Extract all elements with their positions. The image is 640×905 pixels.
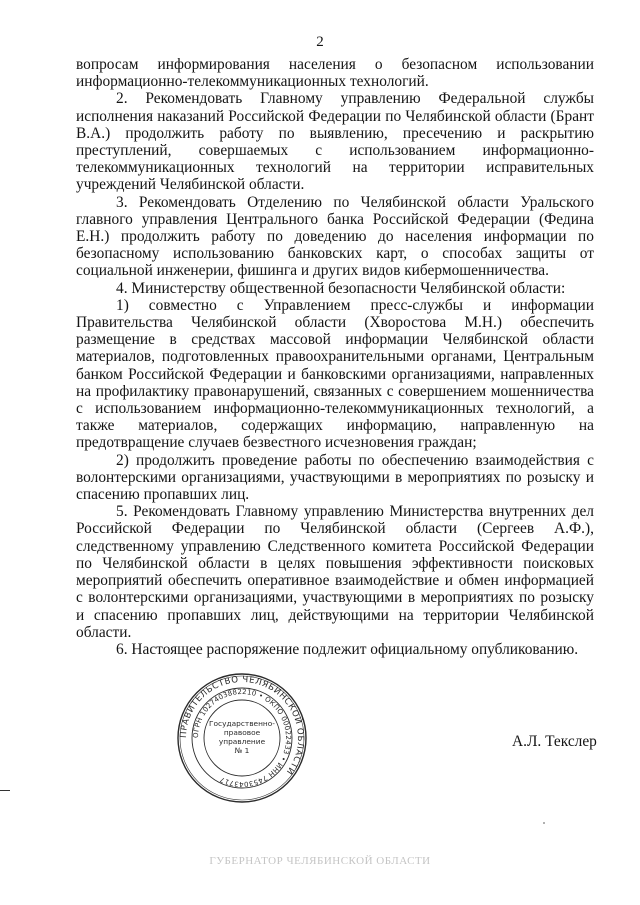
page-number: 2 [316,34,324,50]
paragraph-item-4-1: 1) совместно с Управлением пресс-службы и информации Правительства Челябинской области (Хворостова М.Н.) обеспечить размещение в средствах массовой информации Челябинской области материалов, подготовленных правоохранительными органами, Центральным банком Российской Федерации и банковскими организациями, направленных на профилактику правонарушений, связанных с совершением мошенничества с использованием информационно-телекоммуникационных технологий, а также материалов, содержащих информацию, направленную на предотвращение случаев безвестного исчезновения граждан; [76,296,594,452]
official-seal-stamp [176,672,308,804]
paragraph-item-5: 5. Рекомендовать Главному управлению Министерства внутренних дел Российской Федерации по Челябинской области (Сергеев А.Ф.), следственному управлению Следственного комитета Российской Федерации по Челябинской области в целях повышения эффективности поисковых мероприятий обеспечить оперативное взаимодействие и обмен информацией с волонтерскими организациями, участвующими в мероприятиях по розыску и спасению пропавших лиц, действующими на территории Челябинской области. [76,503,594,641]
paragraph-continuation: вопросам информирования населения о безопасном использовании информационно-телекоммуникационных технологий. [76,56,594,91]
scan-speck [543,822,545,824]
stamp-inner-text-path: ОГРН 1027403882210 • ОКПО 00022433 • ИНН 7453043717 [191,687,293,789]
scan-mark [0,790,10,791]
footer-watermark: ГУБЕРНАТОР ЧЕЛЯБИНСКОЙ ОБЛАСТИ [209,855,431,867]
signatory-name: А.Л. Текслер [512,733,597,750]
stamp-center-line-1: Государственно- [209,719,275,728]
stamp-outer-text-path: ПРАВИТЕЛЬСТВО ЧЕЛЯБИНСКОЙ ОБЛАСТИ [178,674,306,777]
paragraph-item-4: 4. Министерству общественной безопасности Челябинской области: [116,279,566,297]
paragraph-item-4-2: 2) продолжить проведение работы по обеспечению взаимодействия с волонтерскими организациями, участвующими в мероприятиях по розыску и спасению пропавших лиц. [76,451,594,504]
stamp-center-line-2: правовое [223,728,261,737]
paragraph-item-2: 2. Рекомендовать Главному управлению Федеральной службы исполнения наказаний Российской Федерации по Челябинской области (Брант В.А.) продолжить работу по выявлению, пресечению и раскрытию преступлений, совершаемых с использованием информационно-телекоммуникационных технологий на территории исправительных учреждений Челябинской области. [76,90,594,194]
paragraph-item-6: 6. Настоящее распоряжение подлежит официальному опубликованию. [116,640,579,658]
document-body [76,56,594,658]
stamp-center-line-4: № 1 [234,746,250,755]
stamp-center-line-3: управление [218,737,266,746]
paragraph-item-3: 3. Рекомендовать Отделению по Челябинской области Уральского главного управления Центрального банка Российской Федерации (Федина Е.Н.) продолжить работу по доведению до населения информации по безопасному использованию банковских карт, о способах защиты от социальной инженерии, фишинга и других видов кибермошенничества. [76,193,594,280]
